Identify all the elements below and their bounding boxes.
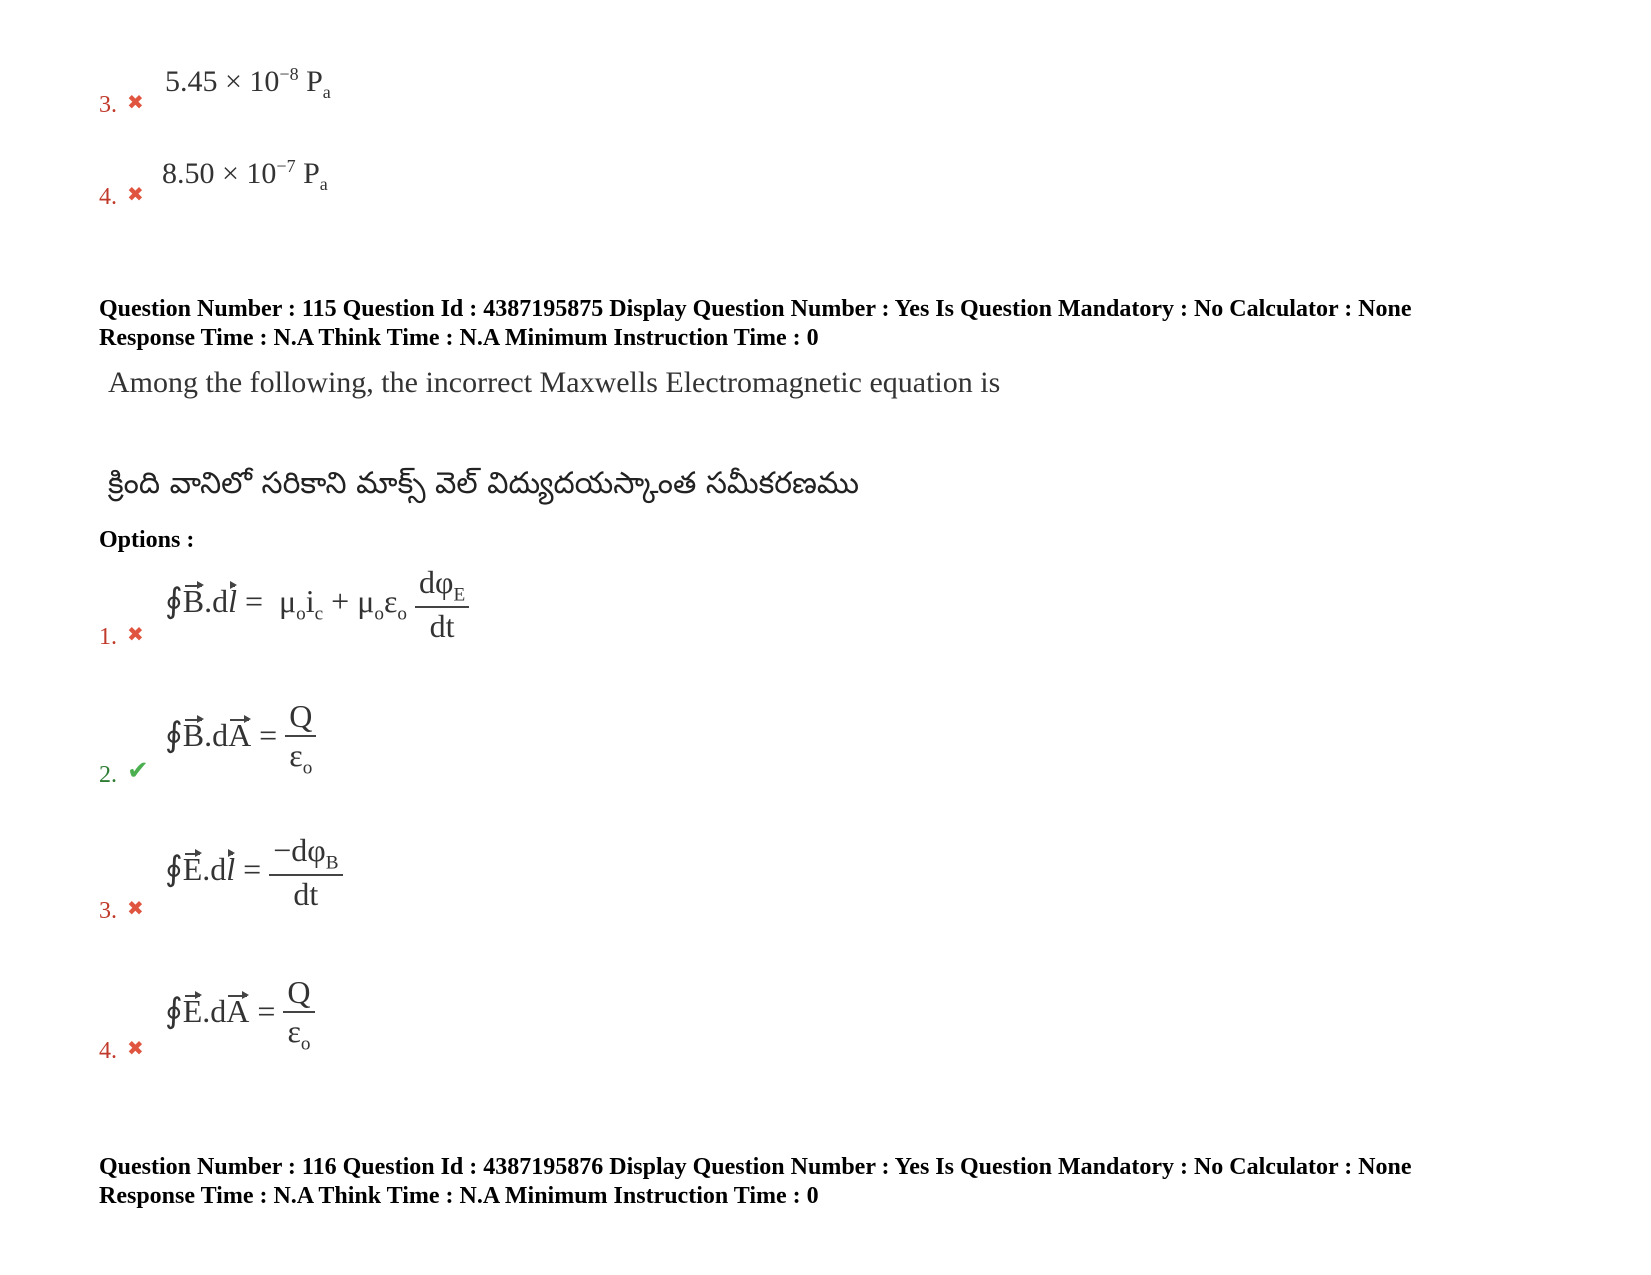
- option-value: $8.50 \times 10^{-7}$ $P_a$: [162, 156, 328, 194]
- question-116-meta: [99, 1153, 1412, 1211]
- option-1[interactable]: [99, 562, 699, 662]
- option-number: 1.: [99, 624, 117, 650]
- question-meta-line-1: Question Number : 116 Question Id : 4387195876 Display Question Number : Yes Is Question Mandatory : No Calculator : None: [99, 1154, 1412, 1180]
- question-115-meta: [99, 295, 1412, 353]
- option-4[interactable]: [99, 968, 699, 1078]
- option-value: $5.45 \times 10^{-8}$ $P_a$: [165, 64, 331, 102]
- prev-option-3: [99, 62, 499, 122]
- cross-mark-icon: ✖: [127, 624, 144, 646]
- check-mark-icon: ✔: [127, 756, 149, 785]
- cross-mark-icon: ✖: [127, 184, 144, 206]
- option-number: 4.: [99, 1038, 117, 1064]
- prev-option-4: [99, 154, 499, 214]
- question-meta-line-2: Response Time : N.A Think Time : N.A Minimum Instruction Time : 0: [99, 1183, 819, 1209]
- question-stem-english: Among the following, the incorrect Maxwells Electromagnetic equation is: [108, 366, 1001, 399]
- option-3[interactable]: [99, 828, 699, 938]
- option-equation: ∮B.dA = $\frac{Q}{\varepsilon_o}$: [165, 698, 316, 779]
- cross-mark-icon: ✖: [127, 92, 144, 114]
- option-equation: ∮E.dl = $\frac{-d\varphi_B}{dt}$: [165, 832, 343, 913]
- option-number: 2.: [99, 762, 117, 788]
- cross-mark-icon: ✖: [127, 898, 144, 920]
- option-equation: ∮B.dl = $\mu_oi_c + \mu_o\varepsilon_o$ $\frac{d\varphi_E}{dt}$: [165, 564, 469, 645]
- question-stem-telugu: క్రింది వానిలో సరికాని మాక్స్ వెల్ విద్యుదయస్కాంత సమీకరణము: [108, 466, 859, 501]
- option-equation: ∮E.dA = $\frac{Q}{\varepsilon_o}$: [165, 974, 315, 1055]
- option-number: 3.: [99, 898, 117, 924]
- options-label: Options :: [99, 527, 195, 553]
- question-meta-line-1: Question Number : 115 Question Id : 4387195875 Display Question Number : Yes Is Question Mandatory : No Calculator : None: [99, 296, 1412, 322]
- option-number: 3.: [99, 92, 117, 118]
- cross-mark-icon: ✖: [127, 1038, 144, 1060]
- option-number: 4.: [99, 184, 117, 210]
- question-meta-line-2: Response Time : N.A Think Time : N.A Minimum Instruction Time : 0: [99, 325, 819, 351]
- option-2[interactable]: [99, 692, 699, 802]
